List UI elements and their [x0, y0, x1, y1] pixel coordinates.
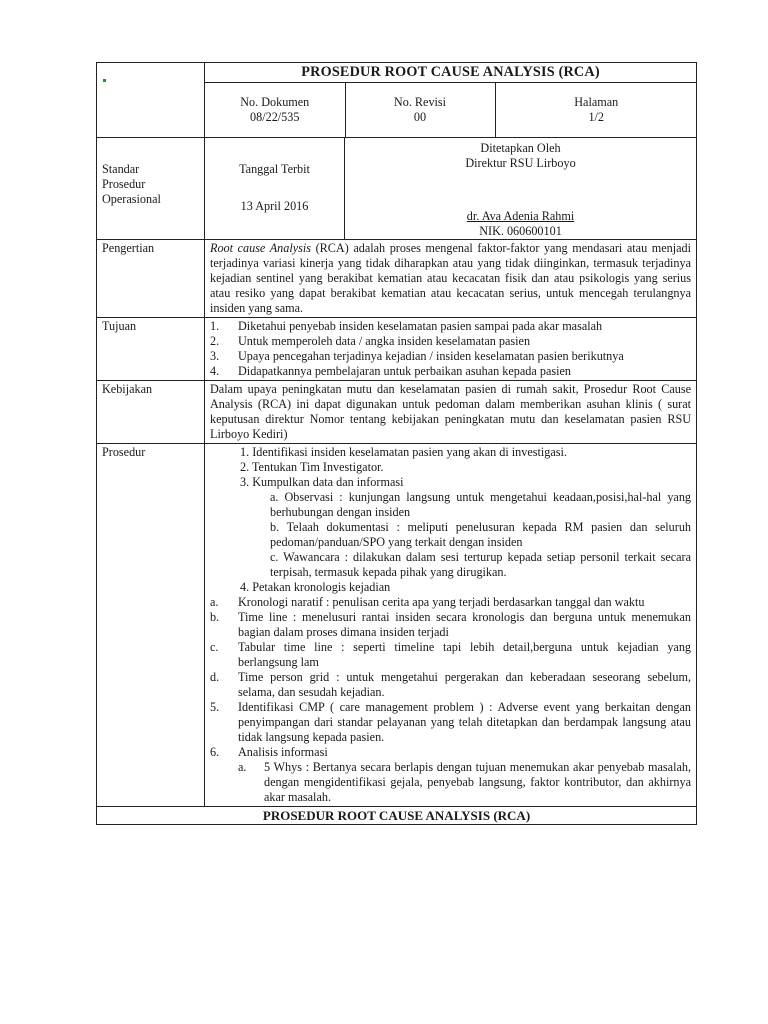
list-item: c. Tabular time line : seperti timeline tapi lebih detail,berguna untuk kejadian yang berlangsung lam [210, 640, 692, 669]
ditetapkan-cell [345, 138, 697, 240]
pengertian-body: (RCA) adalah proses mengenal faktor-faktor yang mendasari atau menjadi terjadinya variasi kinerja yang tidak diharapkan atau yang tidak diinginkan, termasuk terjadinya kejadian sentinel yang berakibat kematian atau kecacatan fisik dan atau psikologis yang serius atau resiko yang dapat berakibat kematian atau kecacatan serius, untuk mencegah terulangnya insiden yang sama. [210, 241, 692, 315]
tujuan-list [210, 319, 691, 379]
no-revisi-value: 00 [413, 110, 427, 124]
sop-label-line1: Standar [102, 162, 140, 176]
prosedur-step-6-list [210, 760, 691, 805]
prosedur-step-5-list [210, 700, 691, 760]
pengertian-label: Pengertian [97, 240, 205, 318]
prosedur-step-4: 4. Petakan kronologis kejadian [240, 580, 391, 594]
tanggal-terbit-cell [205, 138, 345, 240]
kebijakan-text: Dalam upaya peningkatan mutu dan keselamatan pasien di rumah sakit, Prosedur Root Cause Analysis (RCA) ini dapat digunakan untuk pedoman dalam memberikan asuhan klinis ( surat keputusan direktur Nomor tentang kebijakan peningkatan mutu dan keselamatan pasien RSU Lirboyo Kediri) [205, 381, 697, 444]
no-dokumen-value: 08/22/535 [250, 110, 300, 124]
list-item: 6. Analisis informasi [210, 745, 691, 760]
ditetapkan-oleh: Ditetapkan Oleh [480, 141, 561, 155]
prosedur-step-6: Analisis informasi [238, 745, 328, 759]
list-item: 1. Diketahui penyebab insiden keselamatan pasien sampai pada akar masalah [210, 319, 603, 333]
pengertian-text [205, 240, 697, 318]
list-item: b. Time line : menelusuri rantai insiden secara kronologis dan berguna untuk menemukan bagian dalam proses dimana insiden terjadi [210, 610, 692, 639]
list-item: d. Time person grid : untuk mengetahui pergerakan dan keberadaan seseorang sebelum, selama, dan sesudah kejadian. [210, 670, 692, 699]
prosedur-step-4-list [210, 595, 691, 700]
sop-label-line2: Prosedur [102, 177, 146, 191]
signer-nik: NIK. 060600101 [479, 224, 562, 238]
prosedur-step-6a: 5 Whys : Bertanya secara berlapis dengan tujuan menemukan akar penyebab masalah, dengan mengidentifikasi gejala, penyebab langsung, faktor kontributor, dan akhirnya akar masalah. [264, 760, 692, 804]
no-dokumen-cell [205, 83, 345, 137]
prosedur-cell [205, 444, 697, 807]
prosedur-step-1: 1. Identifikasi insiden keselamatan pasien yang akan di investigasi. [240, 445, 567, 459]
halaman-value: 1/2 [588, 110, 605, 124]
document-title: PROSEDUR ROOT CAUSE ANALYSIS (RCA) [205, 63, 697, 83]
kebijakan-label: Kebijakan [97, 381, 205, 444]
list-item: 5. Identifikasi CMP ( care management problem ) : Adverse event yang berkaitan dengan penyimpangan dari standar pelayanan yang telah ditetapkan dan berdampak langsung atau tidak langsung kepada pasien. [210, 700, 692, 744]
footer-title: PROSEDUR ROOT CAUSE ANALYSIS (RCA) [97, 807, 697, 825]
prosedur-step-2: 2. Tentukan Tim Investigator. [240, 460, 384, 474]
list-item: a. 5 Whys : Bertanya secara berlapis dengan tujuan menemukan akar penyebab masalah, dengan mengidentifikasi gejala, penyebab langsung, faktor kontributor, dan akhirnya akar masalah. [238, 760, 692, 804]
ditetapkan-jabatan: Direktur RSU Lirboyo [465, 156, 576, 170]
signer-name: dr. Ava Adenia Rahmi [466, 209, 575, 223]
prosedur-step-3b: b. Telaah dokumentasi : meliputi penelusuran kepada RM pasien dan seluruh pedoman/panduan/SPO yang terkait dengan insiden [270, 520, 692, 549]
tujuan-label: Tujuan [97, 318, 205, 381]
prosedur-step-3a: a. Observasi : kunjungan langsung untuk mengetahui keadaan,posisi,hal-hal yang berhubungan dengan insiden [270, 490, 692, 519]
prosedur-step-5: Identifikasi CMP ( care management problem ) : Adverse event yang berkaitan dengan penyimpangan dari standar pelayanan yang telah ditetapkan dan berdampak langsung atau tidak langsung kepada pasien. [238, 700, 692, 744]
tanggal-terbit-value: 13 April 2016 [240, 199, 309, 213]
halaman-label: Halaman [574, 95, 619, 109]
sop-label-cell [97, 138, 205, 240]
sop-label-line3: Operasional [102, 192, 161, 206]
logo-cell [97, 63, 205, 138]
no-dokumen-label: No. Dokumen [240, 95, 310, 109]
no-revisi-cell [345, 83, 495, 137]
tanggal-terbit-label: Tanggal Terbit [239, 162, 310, 176]
document-meta [205, 83, 697, 138]
prosedur-label: Prosedur [97, 444, 205, 807]
prosedur-step-3c: c. Wawancara : dilakukan dalam sesi terturup kepada setiap personil terkait secara terpisah, termasuk kepada pihak yang dirugikan. [270, 550, 692, 579]
list-item: 2. Untuk memperoleh data / angka insiden keselamatan pasien [210, 334, 531, 348]
pengertian-term: Root cause Analysis [210, 241, 311, 255]
halaman-cell [495, 83, 697, 137]
prosedur-step-3: 3. Kumpulkan data dan informasi [240, 475, 404, 489]
logo-mark [103, 79, 106, 82]
list-item: 4. Didapatkannya pembelajaran untuk perbaikan asuhan kepada pasien [210, 364, 571, 378]
no-revisi-label: No. Revisi [393, 95, 447, 109]
tujuan-cell [205, 318, 697, 381]
list-item: 3. Upaya pencegahan terjadinya kejadian / insiden keselamatan pasien berikutnya [210, 349, 624, 363]
list-item: a. Kronologi naratif : penulisan cerita apa yang terjadi berdasarkan tanggal dan waktu [210, 595, 645, 609]
sop-document-table [96, 62, 697, 825]
